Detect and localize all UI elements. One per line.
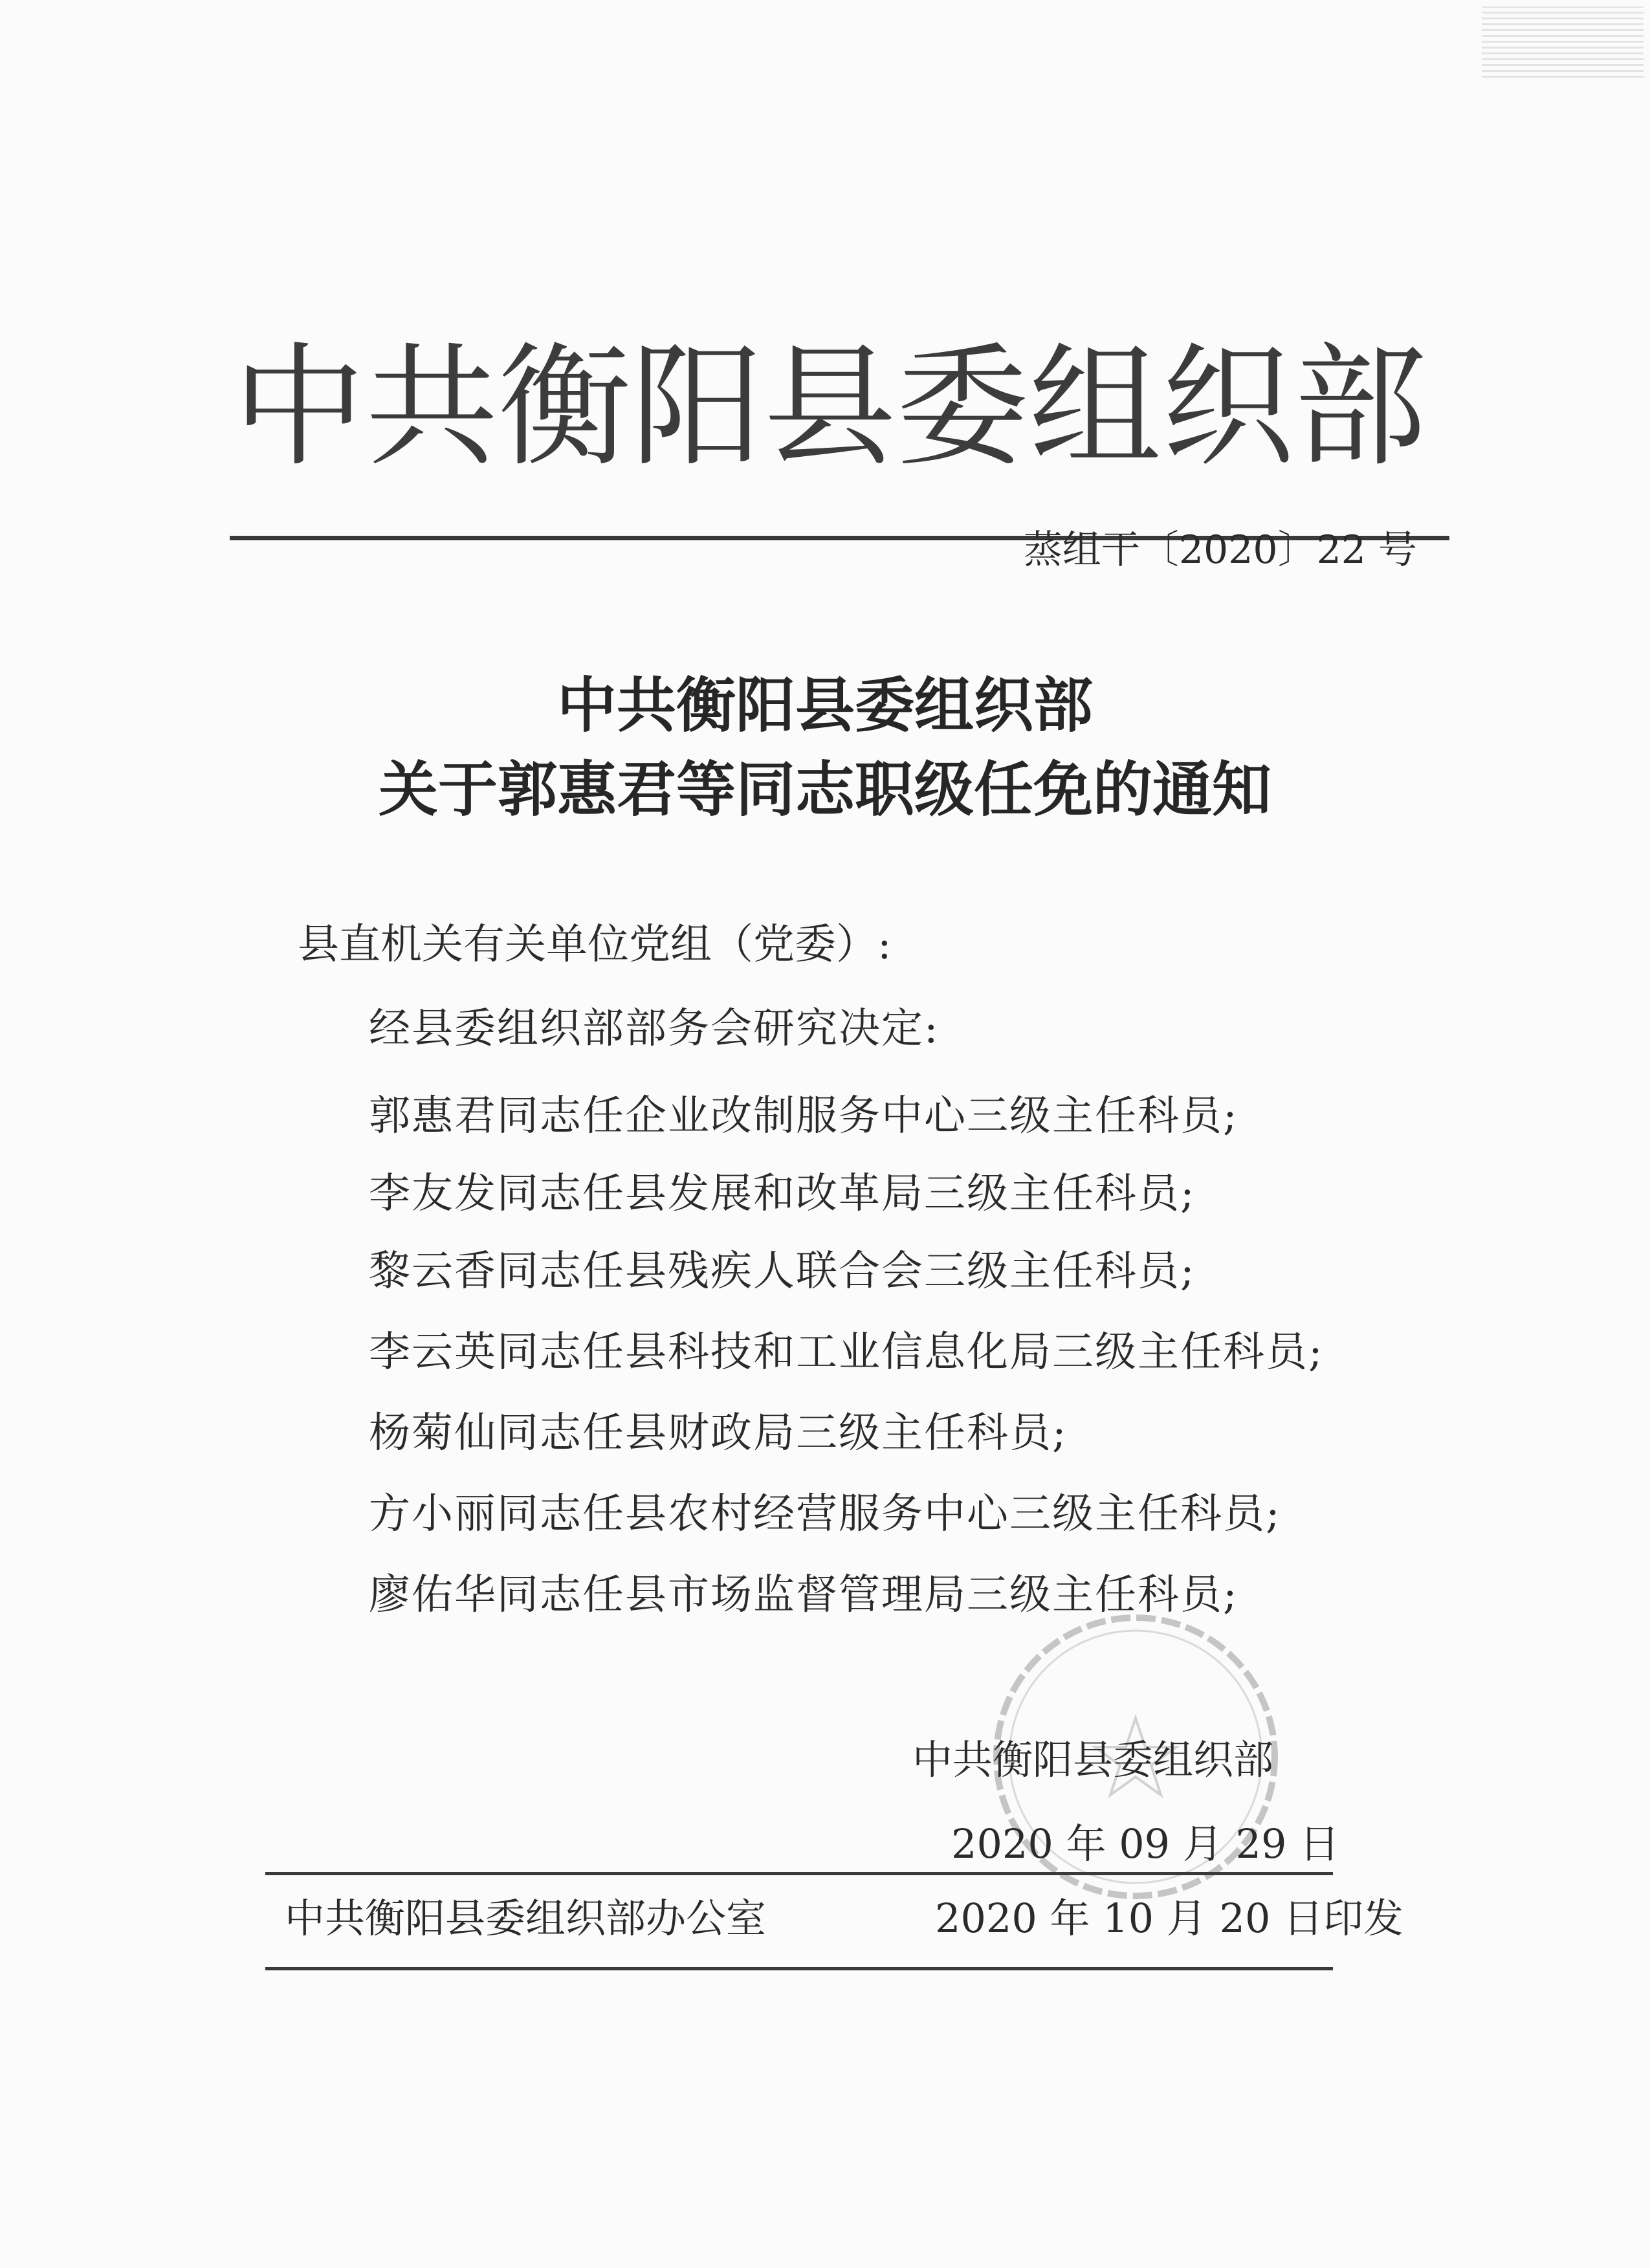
title-line-2: 关于郭惠君等同志职级任免的通知 bbox=[378, 754, 1271, 824]
body-line: 黎云香同志任县残疾人联合会三级主任科员; bbox=[369, 1248, 1196, 1295]
masthead-char: 共 bbox=[366, 331, 498, 485]
masthead-char: 衡 bbox=[498, 331, 631, 485]
title-line-1: 中共衡阳县委组织部 bbox=[556, 670, 1093, 740]
footer-rule-bottom bbox=[265, 1967, 1333, 1970]
document-number: 蒸组干〔2020〕22 号 bbox=[1023, 527, 1417, 573]
masthead bbox=[233, 320, 1427, 495]
body-line: 李云英同志任县科技和工业信息化局三级主任科员; bbox=[369, 1328, 1324, 1376]
body-line: 经县委组织部部务会研究决定: bbox=[369, 1005, 940, 1053]
footer-rule-top bbox=[265, 1872, 1333, 1875]
body-line: 方小丽同志任县农村经营服务中心三级主任科员; bbox=[369, 1490, 1281, 1538]
footer-print-date: 2020 年 10 月 20 日印发 bbox=[935, 1895, 1404, 1942]
footer-issuing-office: 中共衡阳县委组织部办公室 bbox=[285, 1895, 767, 1942]
body-line: 杨菊仙同志任县财政局三级主任科员; bbox=[369, 1409, 1068, 1457]
masthead-char: 委 bbox=[896, 331, 1029, 485]
masthead-char: 县 bbox=[764, 331, 896, 485]
masthead-char: 阳 bbox=[631, 331, 764, 485]
salutation: 县直机关有关单位党组（党委）: bbox=[298, 921, 892, 969]
body-line: 郭惠君同志任企业改制服务中心三级主任科员; bbox=[369, 1092, 1238, 1140]
masthead-char: 组 bbox=[1029, 331, 1161, 485]
body-line: 廖佑华同志任县市场监督管理局三级主任科员; bbox=[369, 1571, 1238, 1619]
body-line: 李友发同志任县发展和改革局三级主任科员; bbox=[369, 1170, 1196, 1218]
masthead-char: 部 bbox=[1294, 331, 1427, 485]
scan-artifact bbox=[1482, 6, 1644, 78]
signature-date: 2020 年 09 月 29 日 bbox=[951, 1820, 1340, 1867]
masthead-char: 中 bbox=[233, 331, 366, 485]
signature-org: 中共衡阳县委组织部 bbox=[912, 1736, 1274, 1783]
masthead-char: 织 bbox=[1161, 331, 1294, 485]
